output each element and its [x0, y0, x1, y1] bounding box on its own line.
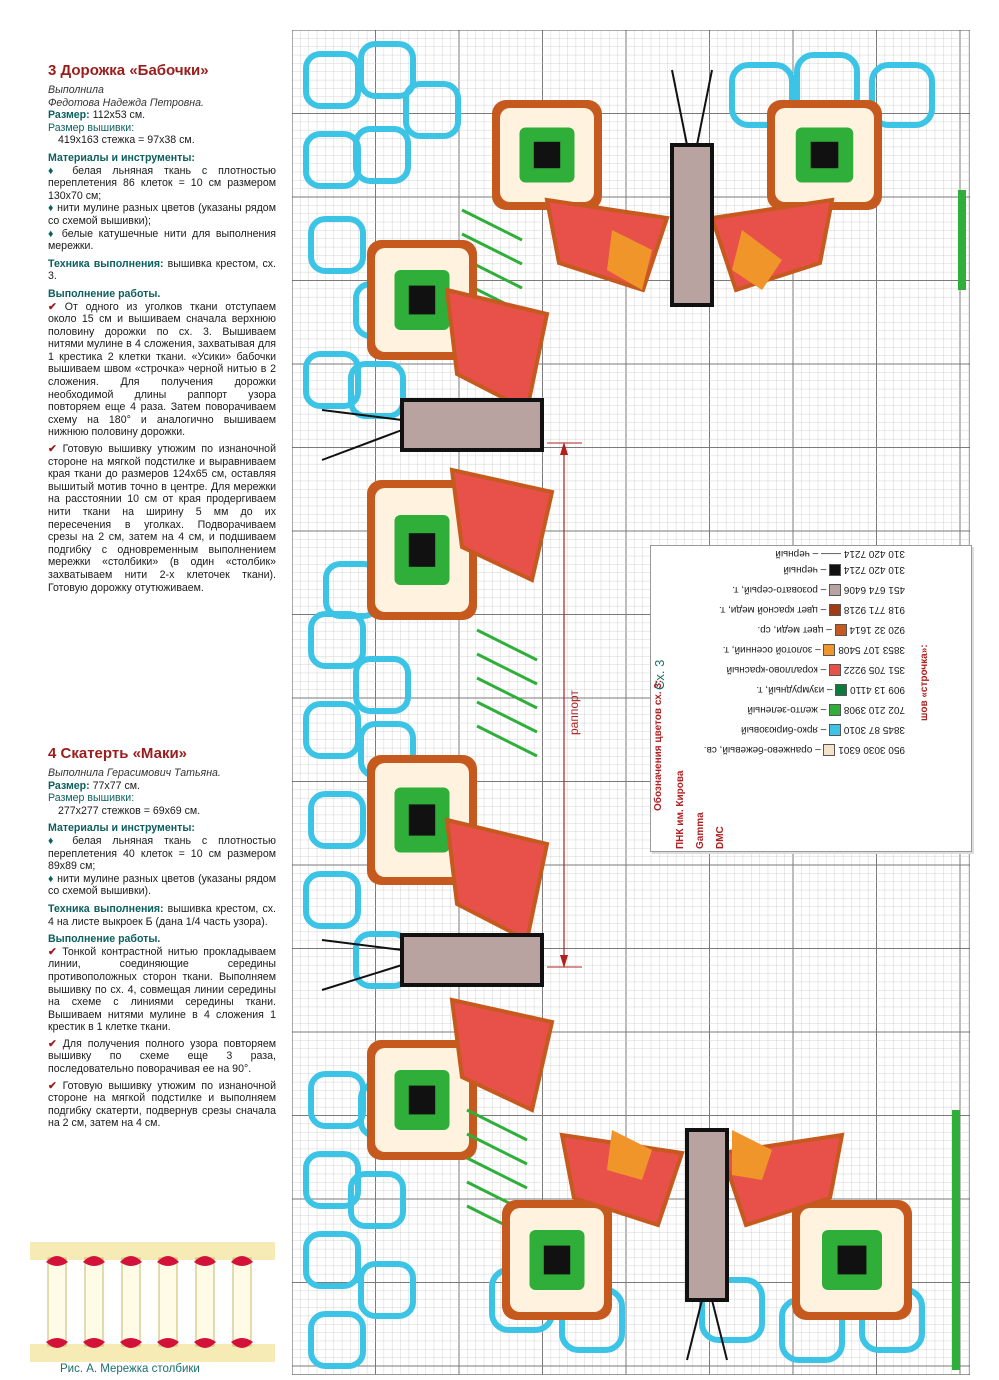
emb-size-value: 419x163 стежка = 97x38 см.: [58, 134, 195, 147]
author-name: Выполнила Герасимович Татьяна.: [48, 767, 221, 779]
figure-column: [196, 1258, 214, 1346]
antenna: [672, 70, 712, 145]
wing-eye-center: [838, 1246, 867, 1275]
figure-merezhka: [30, 1240, 275, 1380]
section-3-title: 3 Дорожка «Бабочки»: [48, 62, 209, 79]
legend-row: 950 3030 6301 – оранжево-бежевый, св.: [703, 743, 905, 755]
flower-petal: [311, 794, 363, 846]
technique-label: Техника выполнения:: [48, 257, 164, 270]
wing-eye-center: [811, 142, 839, 168]
size-label: Размер:: [48, 109, 90, 122]
flower-petal: [406, 84, 458, 136]
technique-value: вышивка крестом, сх. 3.: [48, 257, 276, 283]
leaf: [477, 654, 537, 684]
figure-column: [159, 1258, 177, 1346]
materials-label: Материалы и инструменты:: [48, 822, 195, 835]
author-name: Федотова Надежда Петровна.: [48, 96, 204, 109]
legend-col-dmc: DMC: [715, 826, 726, 849]
material-item: ♦ белые катушечные нити для выполнения мережки.: [48, 227, 276, 253]
work-label: Выполнение работы.: [48, 287, 161, 300]
legend-row: 310 420 7214 – черный: [783, 563, 905, 575]
color-swatch: [829, 724, 841, 736]
flower-petal: [311, 1074, 363, 1126]
work-paragraph: ✔ Для получения полного узора повторяем вышивку по схеме еще 3 раза, последовательно поворачивая ее на 90°.: [48, 1037, 276, 1076]
figure-column: [85, 1258, 103, 1346]
butterfly-body: [687, 1130, 727, 1300]
forewing: [547, 200, 667, 290]
color-swatch: [829, 604, 841, 616]
figure-caption: Рис. А. Мережка столбики: [60, 1363, 200, 1375]
leaf: [477, 630, 537, 660]
flower-petal: [361, 44, 413, 96]
antenna: [687, 1300, 727, 1360]
legend-col-pnk: ПНК им. Кирова: [675, 770, 686, 849]
flower-petal: [356, 129, 408, 181]
technique-value: вышивка крестом, сх. 4 на листе выкроек Б (дана 1/4 часть узора).: [48, 902, 276, 928]
leaf: [477, 678, 537, 708]
work-paragraph: ✔ Готовую вышивку утюжим по изнаночной стороне на мягкой подстилке и выполняем подгибку скатерти, подвернув срезы сначала на 2 см, затем на 4 см.: [48, 1079, 276, 1130]
leaf: [462, 210, 522, 240]
figure-column: [233, 1258, 251, 1346]
material-item: ♦ белая льняная ткань с плотностью переплетения 86 клеток = 10 см размером 130x70 см;: [48, 164, 276, 202]
leaf: [477, 726, 537, 756]
wing-eye-center: [534, 142, 560, 168]
scheme-label: Сх. 3: [652, 659, 667, 690]
material-item: ♦ нити мулине разных цветов (указаны рядом со схемой вышивки);: [48, 202, 276, 227]
leaf: [467, 1158, 527, 1188]
legend-stitch-row: 310 420 7214 —— – черный: [775, 548, 905, 559]
flower-petal: [311, 1314, 363, 1366]
legend-row: 3845 87 3010 – ярко-бирюзовый: [741, 723, 905, 735]
section-4-title: 4 Скатерть «Маки»: [48, 745, 188, 762]
work-paragraph: ✔ Готовую вышивку утюжим по изнаночной стороне на мягкой подстилке и выравниваем края ткани до размеров 124x65 см, оставляя вышитый мотив точно в центре. Для мережки на расстоянии 10 см от края продергиваем нити ткани на ширину 5 мм до их пересечения в уголках. Подворачиваем срезы на 2 см, затем на 4 см, и подшиваем подгибку с одновременным выполнением мережки «столбики» (в один «столбик» захватываем нити 2-х клеточек ткани). Готовую дорожку отутюживаем.: [48, 443, 276, 594]
color-swatch: [823, 744, 835, 756]
wing-eye-center: [409, 533, 435, 567]
color-swatch: [829, 664, 841, 676]
butterfly-body: [402, 935, 542, 985]
forewing: [447, 820, 547, 940]
figure-column: [48, 1258, 66, 1346]
butterfly-body: [672, 145, 712, 305]
emb-size-value: 277x277 стежков = 69x69 см.: [58, 804, 201, 817]
flower-petal: [311, 614, 363, 666]
size-label: Размер:: [48, 779, 90, 792]
legend-row: 920 32 1614 – цвет меди, ср.: [757, 623, 905, 635]
color-legend: [650, 545, 972, 852]
materials-label: Материалы и инструменты:: [48, 151, 195, 164]
flower-petal: [311, 219, 363, 271]
color-swatch: [829, 564, 841, 576]
work-paragraph: ✔ Тонкой контрастной нитью прокладываем линии, соединяющие середины противоположных сторон ткани. Выполняем вышивку по сх. 4, совмещая линии середины на схеме с линиями середины ткани. Вышиваем нитями мулине в 4 сложения 1 крестик в 1 клетке ткани.: [48, 945, 276, 1034]
stitch-title: шов «строчка»:: [919, 644, 930, 721]
color-swatch: [829, 704, 841, 716]
flower-petal: [356, 659, 408, 711]
color-swatch: [835, 684, 847, 696]
color-swatch: [829, 584, 841, 596]
legend-row: 351 705 9222 – кораллово-красный: [726, 663, 905, 675]
work-label: Выполнение работы.: [48, 933, 161, 946]
technique-label: Техника выполнения:: [48, 902, 164, 915]
wing-eye-center: [409, 1086, 435, 1115]
material-item: ♦ белая льняная ткань с плотностью переплетения 40 клеток = 10 см размером 89x89 см;: [48, 834, 276, 873]
figure-column: [122, 1258, 140, 1346]
border-strip: [952, 1110, 960, 1370]
legend-title: Обозначения цветов сх. 3:: [653, 679, 664, 811]
rapport-arrowhead: [560, 955, 568, 968]
emb-size-label: Размер вышивки:: [48, 121, 135, 134]
legend-row: 702 210 3908 – желто-зеленый: [747, 703, 905, 715]
wing-eye-center: [544, 1246, 570, 1275]
legend-row: 451 674 6406 – розовато-серый, т.: [732, 583, 905, 595]
wing-eye-center: [409, 286, 435, 315]
legend-row: 909 13 4110 – изумрудный, т.: [756, 683, 905, 695]
author-label: Выполнила: [48, 84, 104, 96]
work-paragraph: ✔ От одного из уголков ткани отступаем около 15 см и вышиваем сначала верхнюю половину дорожки по сх. 3. Вышиваем нитями мулине в 4 сложения, захватывая для 1 крестика 2 клетки ткани. «Усики» бабочки вышиваем швом «строчка» черной нитью в 2 сложения. Для получения дорожки необходимой длины раппорт узора повторяем еще 4 раза. Затем поворачиваем схему на 180° и аналогично вышиваем нижнюю половину дорожки.: [48, 300, 276, 439]
legend-row: 3853 107 5408 – золотой осенний, т.: [722, 643, 905, 655]
flower-petal: [306, 1234, 358, 1286]
section-3: [48, 62, 276, 594]
color-swatch: [823, 644, 835, 656]
rapport-arrowhead: [560, 442, 568, 455]
color-swatch: [835, 624, 847, 636]
size-value: 112x53 см.: [92, 109, 146, 122]
rapport-label: раппорт: [567, 690, 581, 735]
emb-size-label: Размер вышивки:: [48, 792, 135, 805]
legend-row: 918 771 9218 – цвет красной меди, т.: [719, 603, 905, 615]
border-strip: [958, 190, 966, 290]
wing-eye-center: [409, 804, 435, 835]
size-value: 77x77 см.: [92, 779, 140, 792]
material-item: ♦ нити мулине разных цветов (указаны рядом со схемой вышивки).: [48, 872, 276, 898]
flower-petal: [361, 1264, 413, 1316]
legend-col-gamma: Gamma: [695, 812, 706, 849]
butterfly-body: [402, 400, 542, 450]
flower-petal: [306, 134, 358, 186]
forewing: [447, 290, 547, 410]
forewing: [712, 200, 832, 290]
section-4: [48, 745, 276, 1130]
